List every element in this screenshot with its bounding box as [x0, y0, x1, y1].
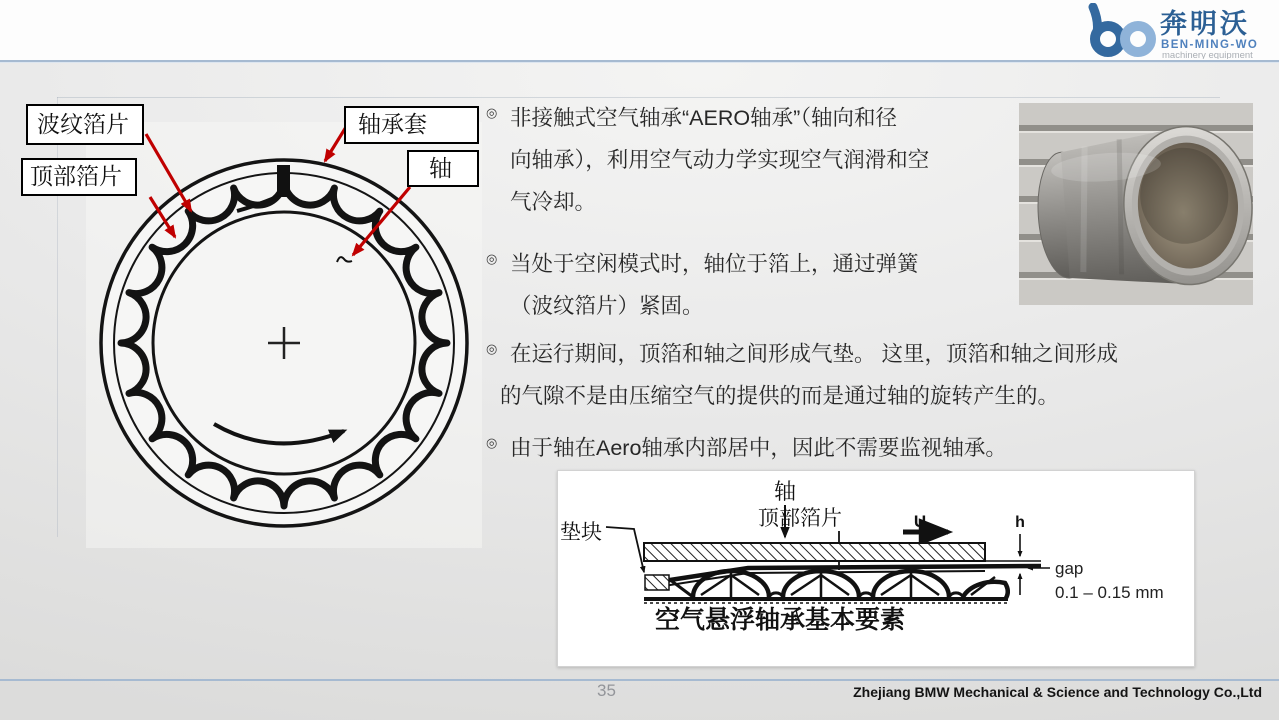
bullet-line: 非接触式空气轴承“AERO轴承”（轴向和径	[510, 106, 898, 130]
pad-block	[645, 575, 669, 590]
company-logo	[1086, 3, 1268, 59]
foil-bearing-schematic-panel	[557, 470, 1195, 667]
bullet-line: 由于轴在Aero轴承内部居中，因此不需要监视轴承。	[510, 436, 1007, 460]
bullet-line: 当处于空闲模式时，轴位于箔上，通过弹簧	[510, 252, 919, 276]
pad-leader-line	[606, 527, 644, 572]
logo-tagline: machinery equipment	[1162, 50, 1253, 59]
diagram-caption: 空气悬浮轴承基本要素	[655, 606, 906, 634]
label-wave-foil: 波纹箔片	[26, 104, 144, 145]
foil-key	[277, 165, 290, 197]
bullet-line: （波纹箔片）紧固。	[510, 294, 704, 318]
bullet-line: 在运行期间，顶箔和轴之间形成气垫。 这里，顶箔和轴之间形成	[510, 342, 1118, 366]
bullet-icon: ◎	[486, 251, 498, 266]
logo-latin: BEN-MING-WO	[1161, 39, 1259, 51]
diagram-topfoil-label: 顶部箔片	[758, 507, 842, 530]
bullet-icon: ◎	[486, 341, 498, 356]
label-sleeve: 轴承套	[344, 106, 479, 144]
page-number: 35	[597, 681, 616, 700]
bullet-icon: ◎	[486, 105, 498, 120]
shaft-bar	[644, 543, 985, 561]
velocity-label: U	[913, 512, 927, 531]
diagram-shaft-label: 轴	[773, 479, 797, 504]
foil-bearing-schematic	[558, 471, 1194, 666]
bullet-item	[486, 333, 1221, 417]
bullet-icon: ◎	[486, 435, 498, 450]
bullet-item	[486, 427, 1221, 469]
gap-label: gap	[1055, 559, 1084, 578]
bearing-photo	[1019, 103, 1253, 305]
label-top-foil: 顶部箔片	[21, 158, 137, 196]
gap-value: 0.1 – 0.15 mm	[1055, 583, 1164, 602]
film-height-label: h	[1015, 514, 1025, 531]
logo-bo-monogram-icon	[1093, 7, 1151, 52]
footer-company: Zhejiang BMW Mechanical & Science and Technology Co.,Ltd	[853, 684, 1262, 700]
diagram-pad-label: 垫块	[560, 521, 602, 544]
footer-divider	[0, 679, 1279, 681]
logo-name: 奔明沃	[1160, 9, 1250, 39]
label-shaft: 轴	[407, 150, 479, 187]
bullet-line: 气冷却。	[510, 190, 597, 214]
bullet-line: 向轴承），利用空气动力学实现空气润滑和空	[510, 148, 930, 172]
bullet-line: 的气隙不是由压缩空气的提供的而是通过轴的旋转产生的。	[500, 384, 1060, 408]
